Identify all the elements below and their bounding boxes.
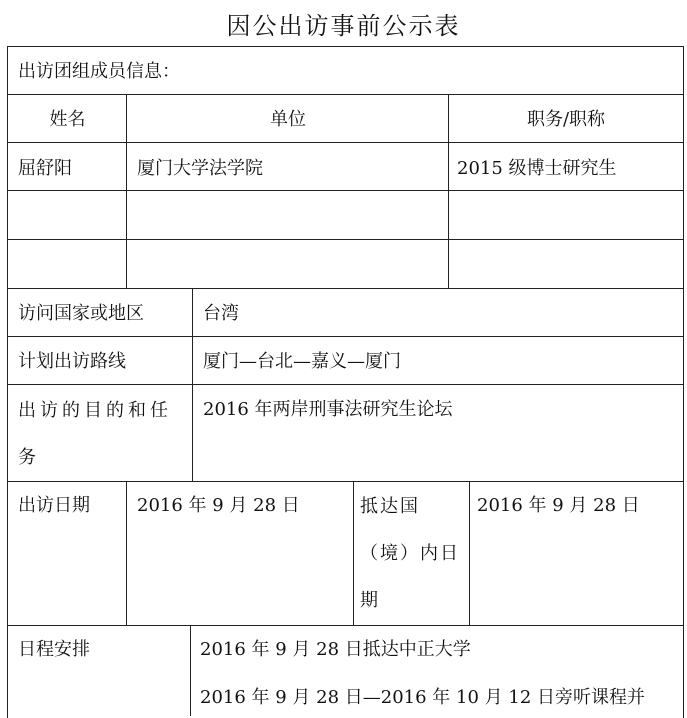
table-rule: [7, 46, 684, 47]
depart-date-label: 出访日期: [18, 495, 90, 516]
members-label: 出访团组成员信息：: [18, 61, 180, 82]
schedule-item: 2016 年 9 月 28 日—2016 年 10 月 12 日旁听课程并: [200, 687, 645, 708]
table-rule: [7, 94, 684, 95]
disclosure-table: [7, 46, 684, 718]
header-unit: 单位: [270, 109, 306, 130]
purpose-value: 2016 年两岸刑事法研究生论坛: [203, 399, 453, 420]
arrive-date-value: 2016 年 9 月 28 日: [477, 495, 640, 516]
table-rule: [469, 481, 470, 625]
schedule-label: 日程安排: [18, 639, 90, 660]
table-rule: [190, 625, 191, 716]
table-rule: [192, 288, 193, 481]
purpose-label: 出访的目的和任务: [18, 400, 172, 468]
depart-date-value: 2016 年 9 月 28 日: [137, 495, 300, 516]
schedule-item: 2016 年 9 月 28 日抵达中正大学: [200, 639, 471, 660]
table-rule: [126, 94, 127, 288]
header-position: 职务/职称: [526, 109, 606, 130]
table-rule: [7, 239, 684, 240]
table-rule: [7, 625, 684, 626]
route-label: 计划出访路线: [18, 351, 126, 372]
table-rule: [7, 384, 684, 385]
country-label: 访问国家或地区: [18, 303, 144, 324]
table-rule: [7, 336, 684, 337]
table-rule: [7, 142, 684, 143]
table-rule: [126, 481, 127, 625]
member-name: 屈舒阳: [18, 158, 72, 179]
page-title: 因公出访事前公示表: [226, 12, 461, 40]
country-value: 台湾: [203, 303, 239, 324]
table-rule: [353, 481, 354, 625]
table-rule: [7, 288, 684, 289]
member-unit: 厦门大学法学院: [137, 158, 263, 179]
arrive-date-label: 抵达国（境）内日期: [360, 496, 460, 611]
table-rule: [7, 481, 684, 482]
table-rule: [7, 190, 684, 191]
route-value: 厦门—台北—嘉义—厦门: [203, 351, 401, 372]
header-name: 姓名: [49, 109, 86, 130]
member-position: 2015 级博士研究生: [457, 158, 617, 179]
table-rule: [448, 94, 449, 288]
